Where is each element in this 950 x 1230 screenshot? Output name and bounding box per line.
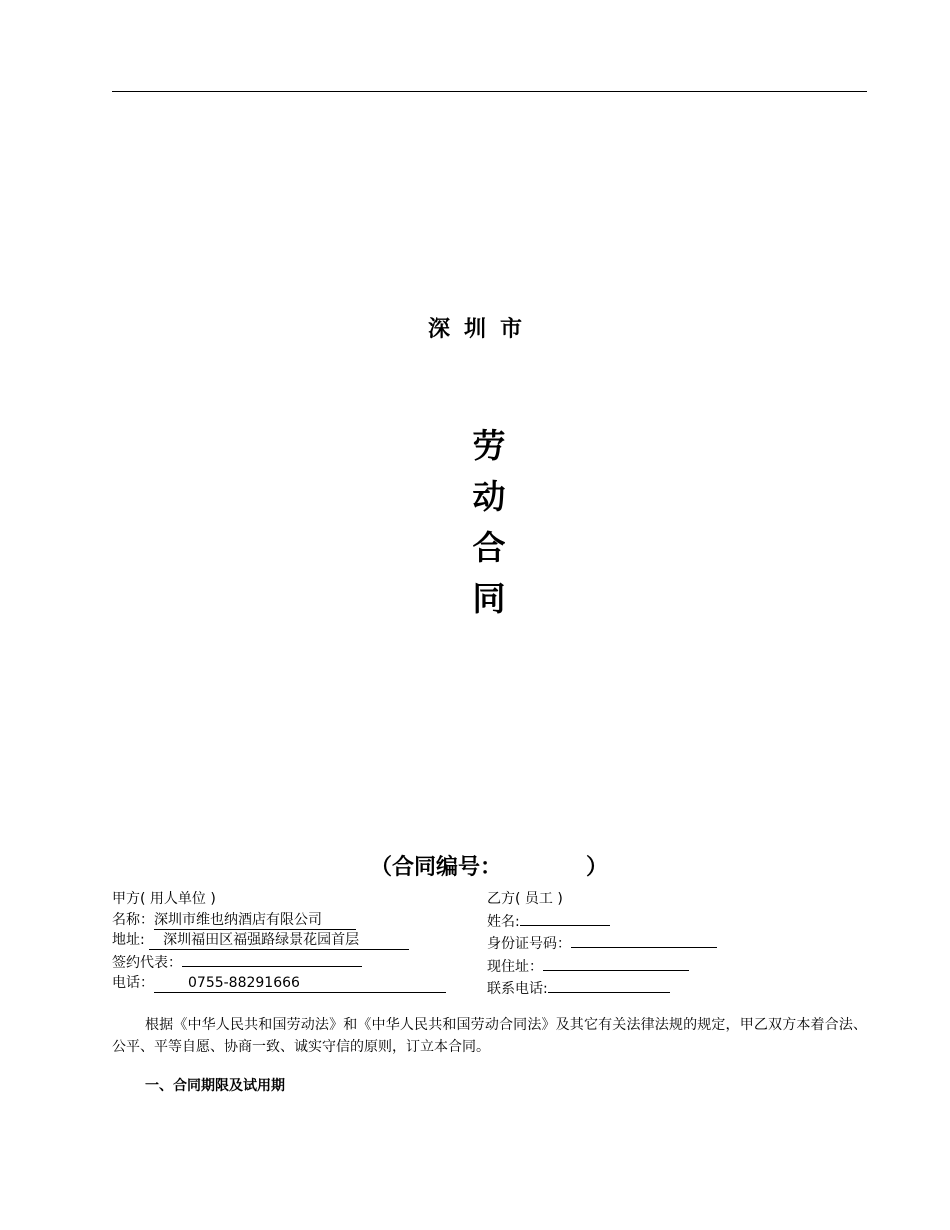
contract-number-label: （合同编号： <box>369 855 502 880</box>
party-a-name-value: 深圳市维也纳酒店有限公司 <box>154 911 322 928</box>
party-a-representative-field <box>182 951 362 967</box>
party-b-name-row <box>487 910 717 933</box>
party-a-representative-label: 签约代表： <box>112 954 182 971</box>
party-b-address-row <box>487 955 717 978</box>
party-b-block <box>487 889 717 1000</box>
party-a-address-label: 地址: <box>112 932 150 948</box>
party-a-heading: 甲方( 用人单位 ) <box>112 891 216 907</box>
party-a-block <box>112 889 446 994</box>
party-a-name-field <box>154 912 356 930</box>
city-title: 深圳市 <box>427 317 536 342</box>
party-b-id-label: 身份证号码： <box>487 936 571 952</box>
party-a-address-row <box>112 930 446 951</box>
title-char-2: 动 <box>472 477 506 516</box>
party-a-representative-row <box>112 951 446 974</box>
party-b-id-row <box>487 932 717 955</box>
party-b-phone-label: 联系电话: <box>487 981 548 997</box>
party-a-phone-row <box>112 973 446 994</box>
party-b-phone-row <box>487 977 717 1000</box>
party-b-id-field <box>571 932 717 948</box>
party-a-phone-value: 0755-88291666 <box>188 975 300 991</box>
header-rule <box>112 91 867 92</box>
section-1-title: 一、合同期限及试用期 <box>145 1078 285 1094</box>
party-b-name-field <box>520 910 610 926</box>
party-a-name-label: 名称： <box>112 911 154 928</box>
contract-number <box>0 850 950 881</box>
party-b-heading: 乙方( 员工 ) <box>487 891 563 907</box>
party-b-name-label: 姓名: <box>487 913 520 930</box>
preamble-paragraph: 根据《中华人民共和国劳动法》和《中华人民共和国劳动合同法》及其它有关法律法规的规定，甲乙双方本着合法、公平、平等自愿、协商一致、诚实守信的原则，订立本合同。 <box>112 1017 867 1055</box>
title-char-1: 劳 <box>472 426 506 465</box>
title-char-3: 合 <box>472 528 506 567</box>
party-b-address-label: 现住址： <box>487 958 543 975</box>
party-a-address-field <box>149 932 409 950</box>
party-a-phone-field <box>154 975 446 993</box>
party-b-address-field <box>543 955 689 971</box>
document-title <box>0 420 950 624</box>
party-a-name-row <box>112 910 446 931</box>
contract-number-close: ） <box>586 855 609 880</box>
title-char-4: 同 <box>472 579 506 618</box>
party-b-phone-field <box>548 977 670 993</box>
party-a-address-value: 深圳福田区福强路绿景花园首层 <box>163 932 360 948</box>
party-a-phone-label: 电话： <box>112 975 154 991</box>
